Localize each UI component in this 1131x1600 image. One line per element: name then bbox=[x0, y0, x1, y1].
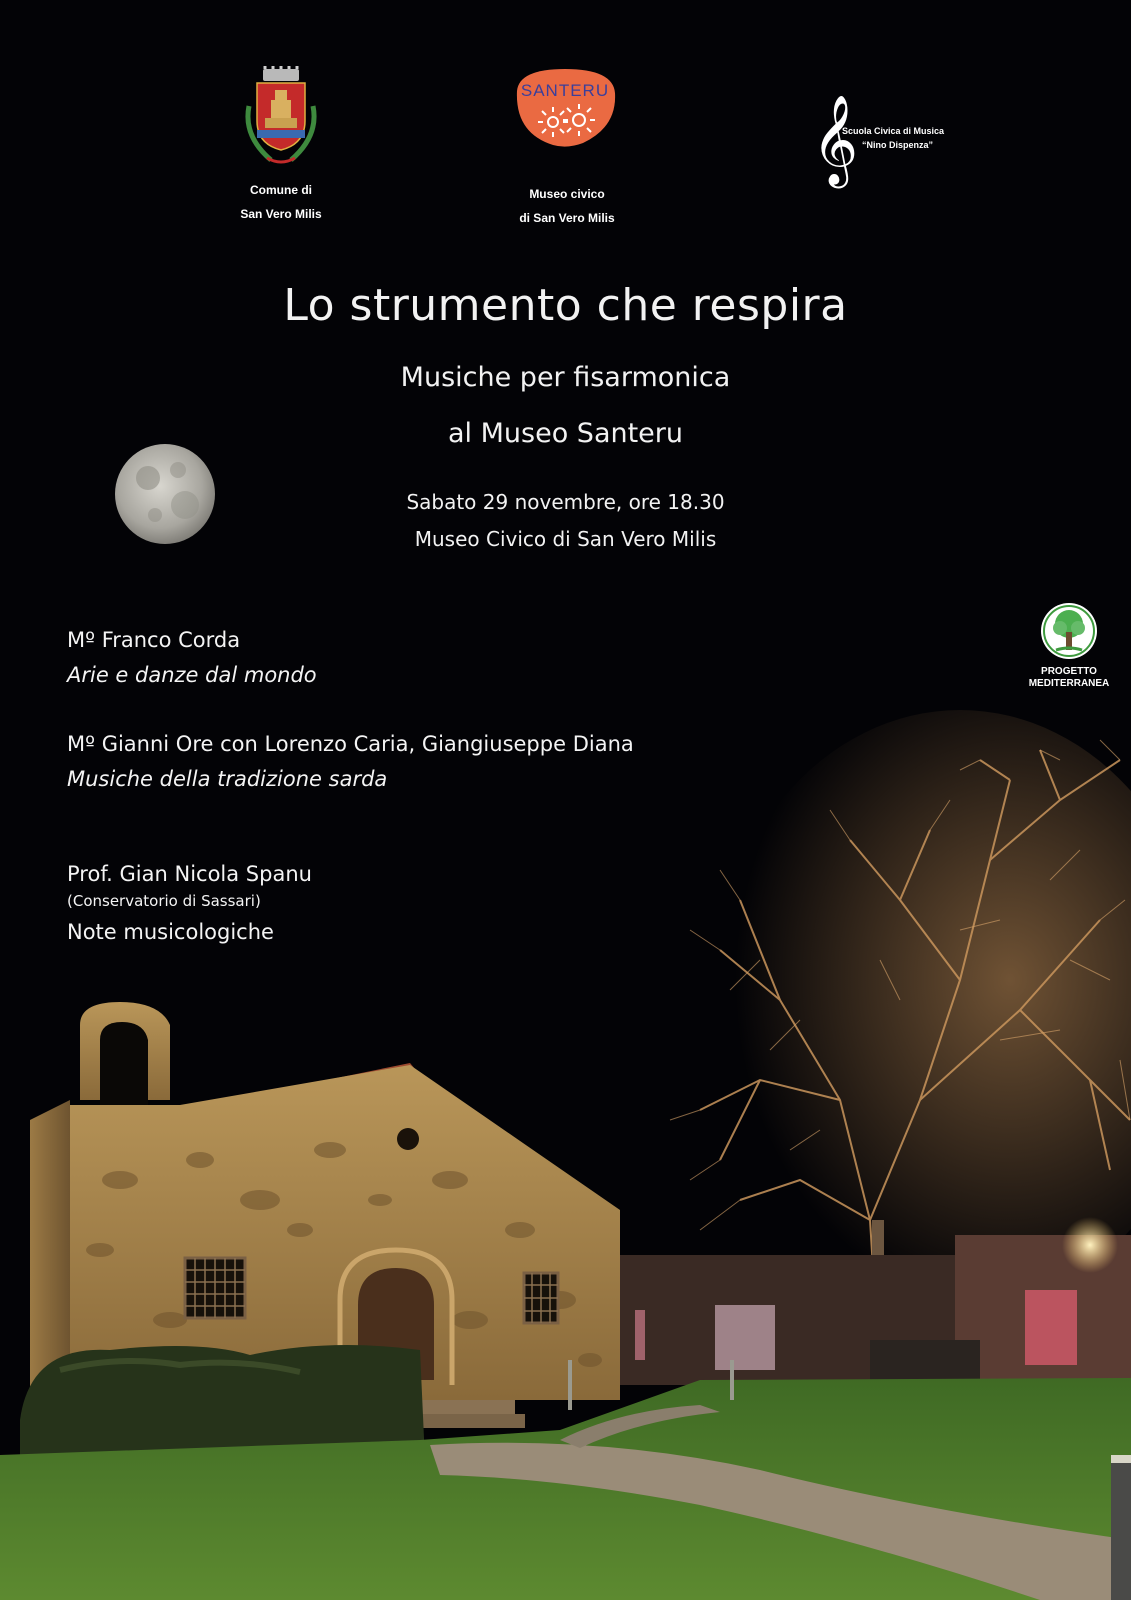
event-title: Lo strumento che respira bbox=[283, 280, 848, 331]
church bbox=[20, 1002, 620, 1470]
museo-caption-line1: Museo civico bbox=[529, 187, 605, 201]
program-piece-2: Musiche della tradizione sarda bbox=[67, 767, 388, 791]
santeru-logo bbox=[511, 67, 619, 149]
comune-caption-line2: San Vero Milis bbox=[240, 207, 322, 221]
progetto-caption-line1: PROGETTO bbox=[1041, 666, 1097, 677]
tree-logo bbox=[1040, 602, 1098, 660]
comune-logo bbox=[241, 66, 321, 175]
program-piece-3: Note musicologiche bbox=[67, 920, 274, 944]
program-piece-1: Arie e danze dal mondo bbox=[67, 663, 317, 687]
event-subtitle-line2: al Museo Santeru bbox=[447, 418, 684, 449]
program-performer-3: Prof. Gian Nicola Spanu bbox=[67, 862, 312, 886]
event-date: Sabato 29 novembre, ore 18.30 bbox=[406, 490, 725, 514]
treble-clef-icon: 𝄞 bbox=[812, 95, 859, 185]
scuola-caption-line2: “Nino Dispenza” bbox=[862, 140, 934, 150]
event-place: Museo Civico di San Vero Milis bbox=[414, 527, 717, 551]
santeru-badge-text: SANTERU bbox=[520, 81, 610, 100]
comune-caption-line1: Comune di bbox=[250, 183, 312, 197]
scuola-caption-line1: Scuola Civica di Musica bbox=[842, 126, 945, 136]
museo-caption-line2: di San Vero Milis bbox=[519, 211, 615, 225]
coat-of-arms-icon bbox=[241, 66, 321, 171]
scuola-caption bbox=[842, 124, 982, 152]
progetto-caption-line2: MEDITERRANEA bbox=[1028, 678, 1110, 689]
event-subtitle-line1: Musiche per fisarmonica bbox=[400, 362, 731, 393]
museo-caption bbox=[497, 182, 637, 230]
program-performer-2: Mº Gianni Ore con Lorenzo Caria, Giangiuseppe Diana bbox=[67, 732, 634, 756]
program-affiliation-3: (Conservatorio di Sassari) bbox=[67, 892, 261, 910]
comune-caption bbox=[221, 178, 341, 226]
church-window-small bbox=[524, 1273, 558, 1323]
progetto-caption bbox=[1022, 666, 1116, 690]
church-window bbox=[185, 1258, 245, 1318]
program-performer-1: Mº Franco Corda bbox=[67, 628, 241, 652]
